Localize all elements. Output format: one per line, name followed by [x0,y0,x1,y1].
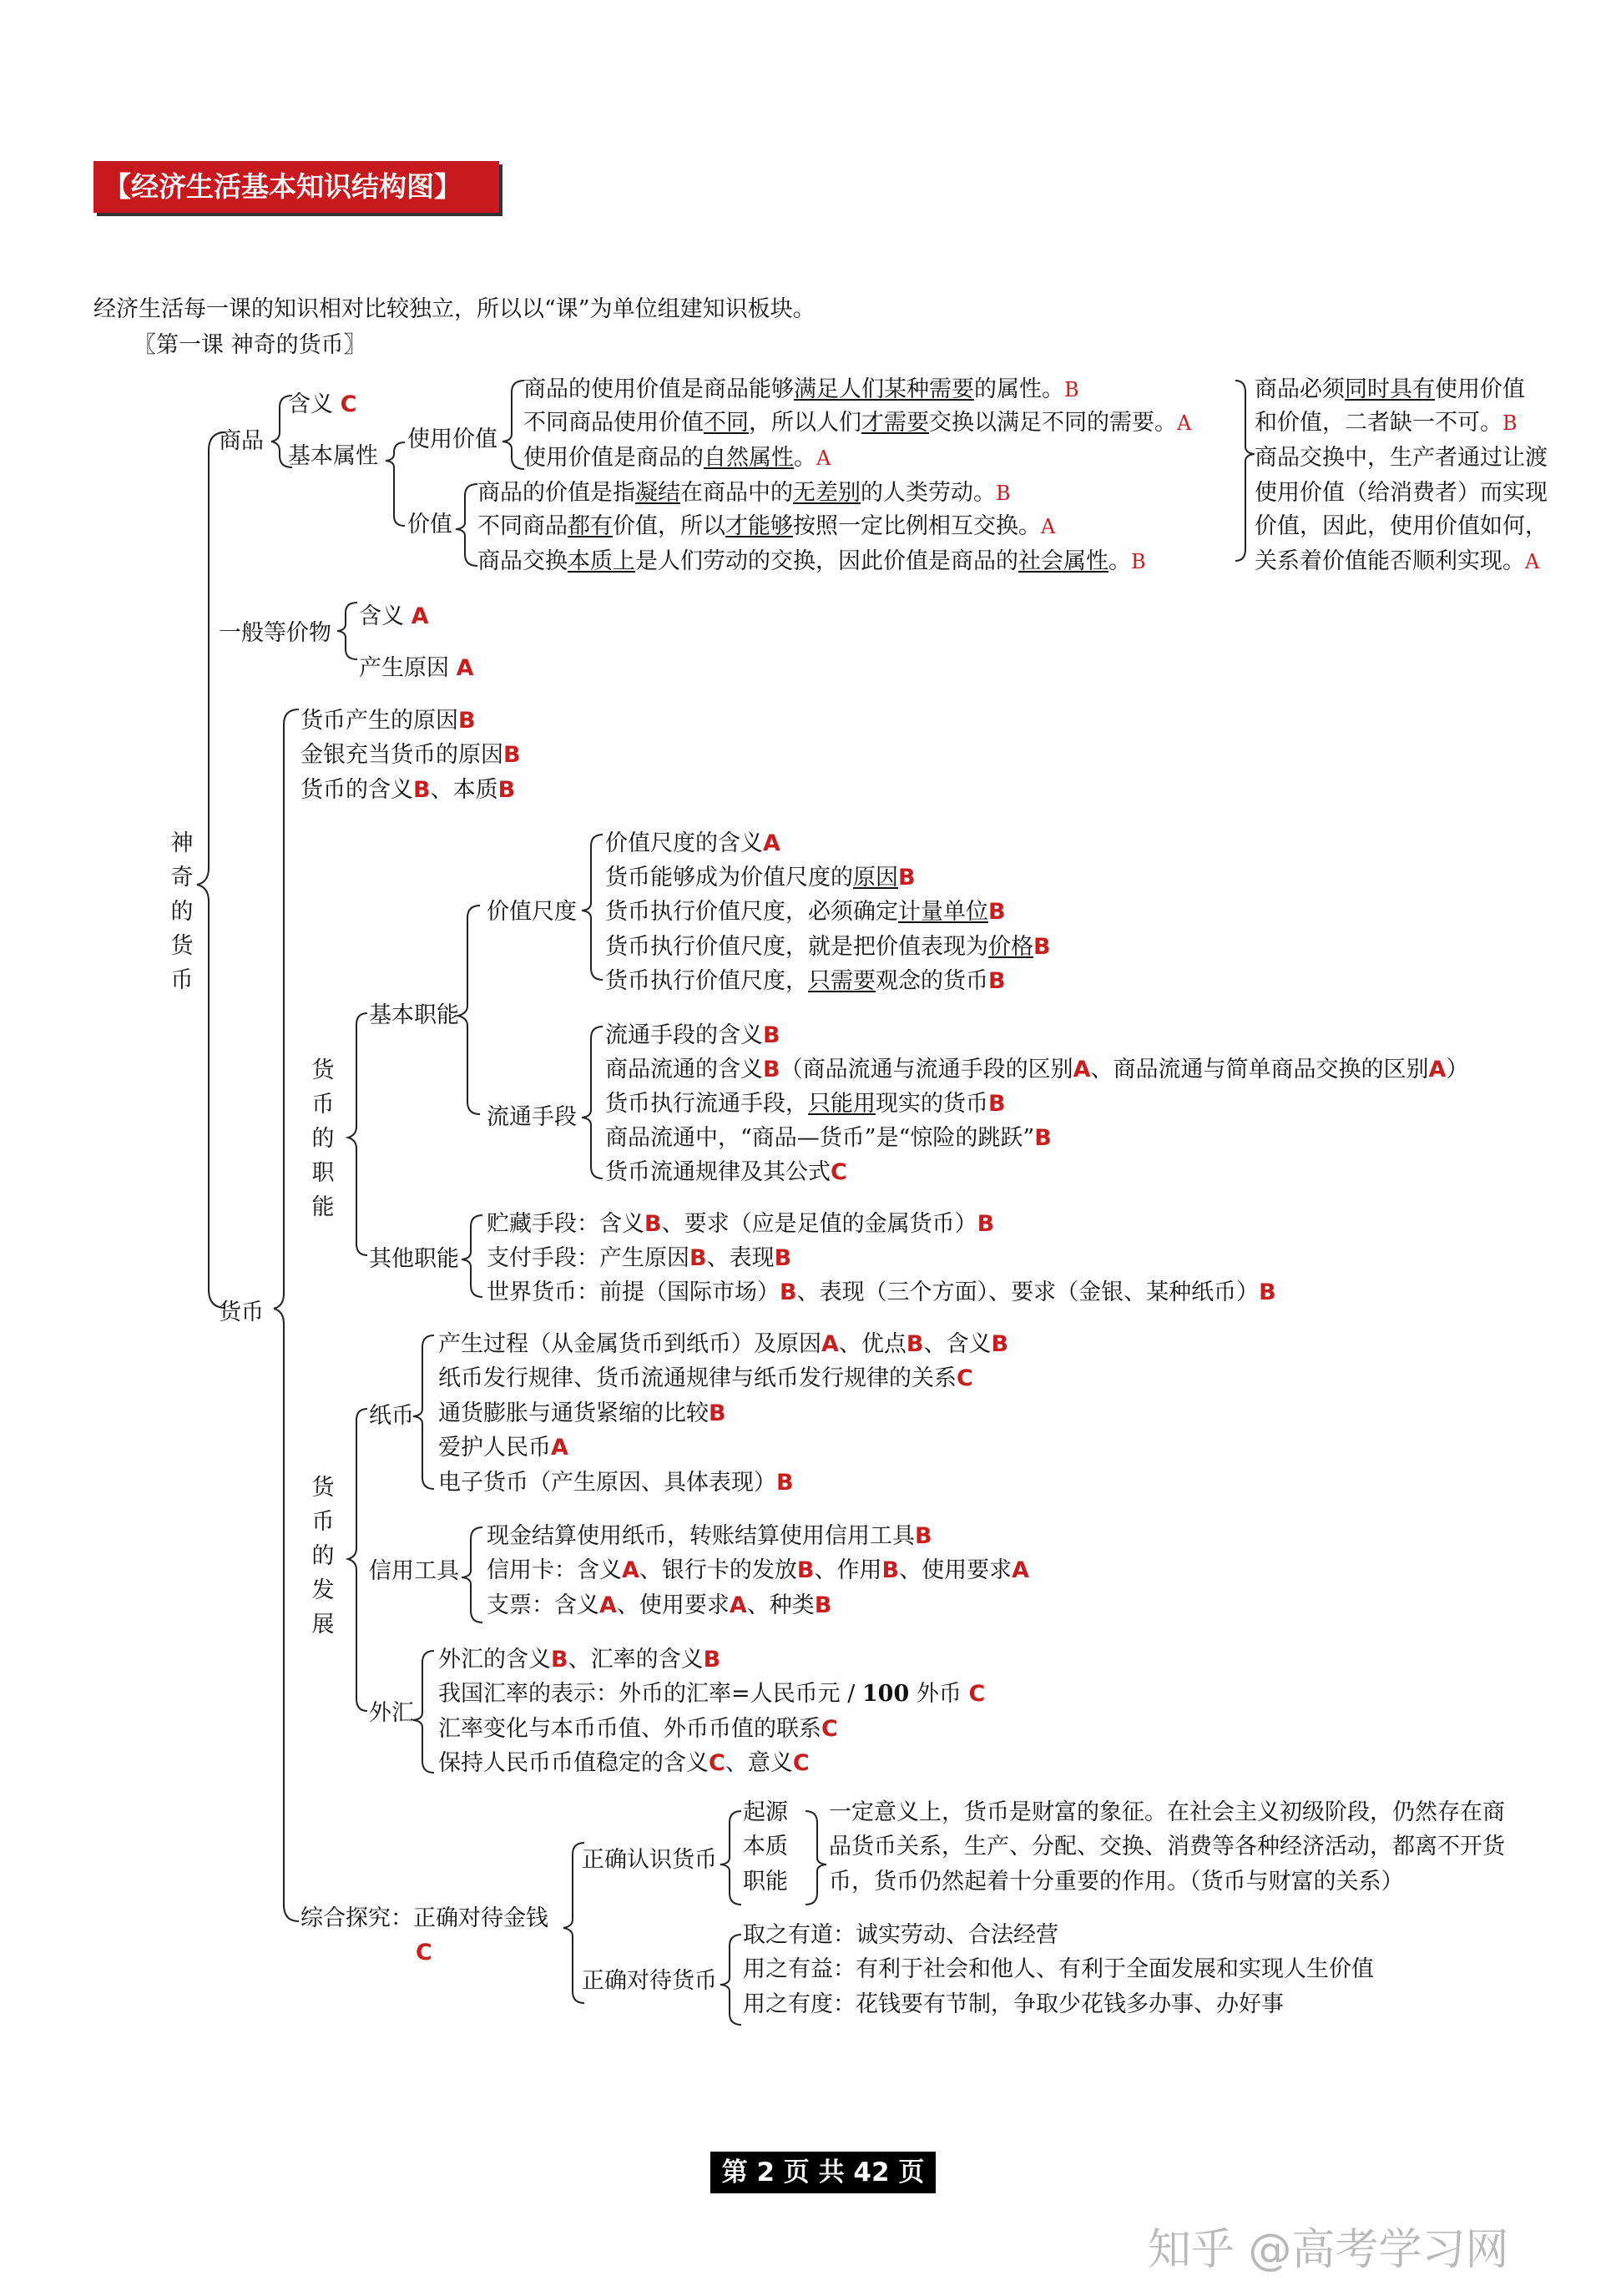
commodity-right-4: 使用价值（给消费者）而实现 [1255,480,1548,506]
money-origin: 货币产生的原因B [300,708,476,734]
paper-line-4: 爱护人民币A [438,1435,568,1461]
use-value-bracket [502,381,524,469]
attr-bracket [386,442,405,526]
credit-line-1: 现金结算使用纸币，转账结算使用信用工具B [487,1523,932,1549]
use-value-line-3: 使用价值是商品的自然属性。A [523,445,831,471]
page-number: 第 2 页 共 42 页 [710,2152,936,2193]
basic-functions-label: 基本职能 [369,1002,459,1028]
value-label: 价值 [407,512,452,537]
intro-text: 经济生活每一课的知识相对比较独立，所以以“课”为单位组建知识板块。 [93,296,816,322]
know-paragraph-3: 币，货币仍然起着十分重要的作用。（货币与财富的关系） [829,1869,1404,1895]
forex-line-1: 外汇的含义B、汇率的含义B [438,1647,721,1673]
use-value-line-2: 不同商品使用价值不同，所以人们才需要交换以满足不同的需要。A [523,410,1192,436]
forex-line-4: 保持人民币币值稳定的含义C、意义C [438,1750,810,1776]
paper-line-3: 通货膨胀与通货紧缩的比较B [438,1400,726,1426]
other-line-2: 支付手段：产生原因B、表现B [487,1245,792,1271]
use-value-line-1: 商品的使用价值是商品能够满足人们某种需要的属性。B [523,376,1079,402]
value-line-1: 商品的价值是指凝结在商品中的无差别的人类劳动。B [477,480,1011,506]
functions-bracket [348,1013,367,1255]
know-function: 职能 [743,1869,788,1895]
money-bracket [274,709,299,1921]
measure-line-2: 货币能够成为价值尺度的原因B [605,865,916,891]
equivalent-label: 一般等价物 [219,620,331,646]
commodity-meaning: 含义 C [288,391,357,417]
measure-line-5: 货币执行价值尺度，只需要观念的货币B [605,968,1006,994]
paper-line-2: 纸币发行规律、货币流通规律与纸币发行规律的关系C [438,1365,973,1391]
paper-line-5: 电子货币（产生原因、具体表现）B [438,1470,794,1496]
know-money-label: 正确认识货币 [582,1847,717,1873]
commodity-right-6: 关系着价值能否顺利实现。A [1255,548,1540,574]
circulation-line-5: 货币流通规律及其公式C [605,1159,847,1185]
circulation-line-1: 流通手段的含义B [605,1022,780,1048]
functions-label: 货币的职能 [311,1057,335,1220]
know-origin: 起源 [743,1799,788,1825]
inquiry-grade: C [416,1940,432,1965]
measure-line-4: 货币执行价值尺度，就是把价值表现为价格B [605,934,1051,960]
know-bracket [720,1811,741,1905]
page-title: 【经济生活基本知识结构图】 [93,161,499,213]
paper-line-1: 产生过程（从金属货币到纸币）及原因A、优点B、含义B [438,1331,1009,1357]
watermark: 知乎 @高考学习网 [1148,2225,1509,2275]
money-meaning: 货币的含义B、本质B [300,777,516,803]
forex-label: 外汇 [369,1700,414,1726]
equivalent-reason: 产生原因 A [359,655,474,681]
paper-bracket [413,1335,434,1489]
treat-line-1: 取之有道：诚实劳动、合法经营 [743,1922,1058,1948]
root-label: 神奇的货币 [170,830,194,993]
commodity-right-3: 商品交换中，生产者通过让渡 [1255,445,1548,471]
credit-bracket [462,1527,482,1622]
know-right-bracket [805,1811,826,1905]
measure-label: 价值尺度 [487,899,577,925]
equivalent-meaning: 含义 A [359,603,429,629]
forex-bracket [413,1651,434,1773]
equivalent-bracket [337,603,357,659]
circulation-line-4: 商品流通中，“商品—货币”是“惊险的跳跃”B [605,1125,1052,1151]
measure-bracket [582,835,603,980]
forex-line-2: 我国汇率的表示：外币的汇率=人民币元 / 100 外币 C [438,1681,986,1707]
know-paragraph-1: 一定意义上，货币是财富的象征。在社会主义初级阶段，仍然存在商 [829,1799,1505,1825]
commodity-attr-label: 基本属性 [288,443,378,469]
other-bracket [462,1215,482,1297]
other-line-1: 贮藏手段：含义B、要求（应是足值的金属货币）B [487,1211,995,1237]
forex-line-3: 汇率变化与本币币值、外币币值的联系C [438,1716,838,1742]
money-label: 货币 [219,1299,264,1325]
circulation-label: 流通手段 [487,1104,577,1130]
value-line-2: 不同商品都有价值，所以才能够按照一定比例相互交换。A [477,513,1056,539]
paper-label: 纸币 [369,1403,414,1429]
circulation-bracket [582,1027,603,1178]
inquiry-label: 综合探究：正确对待金钱 [300,1905,548,1931]
value-bracket [456,484,477,566]
measure-line-3: 货币执行价值尺度，必须确定计量单位B [605,899,1006,925]
credit-line-3: 支票：含义A、使用要求A、种类B [487,1592,832,1618]
basic-bracket [458,906,480,1114]
development-bracket [348,1409,367,1711]
know-nature: 本质 [743,1834,788,1860]
commodity-right-5: 价值，因此，使用价值如何， [1255,513,1548,539]
commodity-right-1: 商品必须同时具有使用价值 [1255,376,1525,402]
commodity-right-bracket [1235,381,1255,561]
credit-label: 信用工具 [369,1558,459,1584]
measure-line-1: 价值尺度的含义A [605,830,780,856]
treat-line-3: 用之有度：花钱要有节制，争取少花钱多办事、办好事 [743,1991,1284,2017]
value-line-3: 商品交换本质上是人们劳动的交换，因此价值是商品的社会属性。B [477,548,1146,574]
development-label: 货币的发展 [311,1475,335,1637]
commodity-right-2: 和价值，二者缺一不可。B [1255,410,1517,436]
credit-line-2: 信用卡：含义A、银行卡的发放B、作用B、使用要求A [487,1557,1029,1583]
other-line-3: 世界货币：前提（国际市场）B、表现（三个方面）、要求（金银、某种纸币）B [487,1279,1276,1305]
treat-bracket [720,1935,741,2025]
root-bracket [197,432,225,1308]
use-value-label: 使用价值 [407,426,497,452]
treat-money-label: 正确对待货币 [582,1968,717,1994]
commodity-label: 商品 [219,428,264,454]
money-gold: 金银充当货币的原因B [300,742,521,768]
lesson-heading: 〖第一课 神奇的货币〗 [134,332,366,358]
treat-line-2: 用之有益：有利于社会和他人、有利于全面发展和实现人生价值 [743,1956,1374,1982]
circulation-line-2: 商品流通的含义B（商品流通与流通手段的区别A、商品流通与简单商品交换的区别A） [605,1057,1469,1082]
know-paragraph-2: 品货币关系，生产、分配、交换、消费等各种经济活动，都离不开货 [829,1834,1505,1860]
other-functions-label: 其他职能 [369,1246,459,1272]
circulation-line-3: 货币执行流通手段，只能用现实的货币B [605,1091,1006,1117]
